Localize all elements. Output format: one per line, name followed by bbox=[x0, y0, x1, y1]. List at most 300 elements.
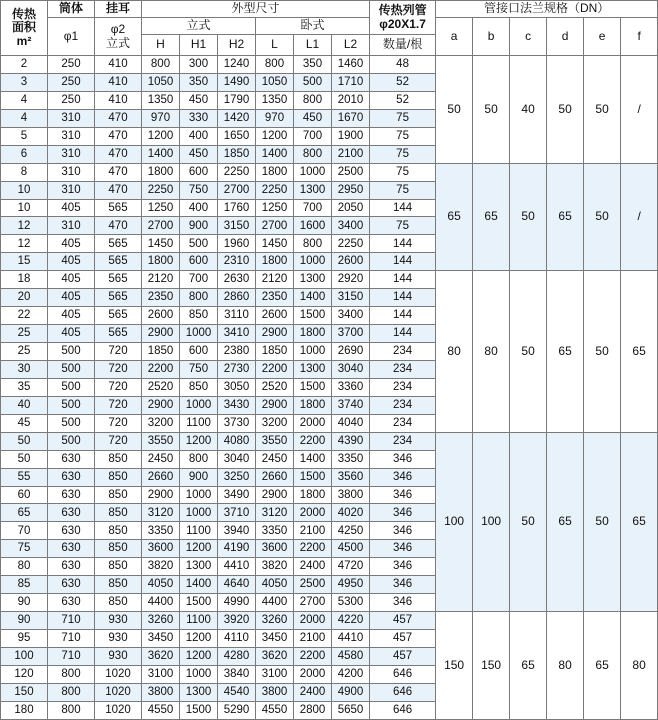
cell-shell-dia: 630 bbox=[48, 504, 95, 522]
cell-tubes: 144 bbox=[370, 289, 436, 307]
cell-l2: 3800 bbox=[332, 486, 370, 504]
cell-h1: 1300 bbox=[180, 683, 218, 701]
cell-l1: 1500 bbox=[294, 307, 332, 325]
header-ear-dia-symbol: φ2 bbox=[110, 22, 126, 37]
cell-h2: 2700 bbox=[218, 181, 256, 199]
cell-h: 2900 bbox=[142, 486, 180, 504]
cell-l2: 3740 bbox=[332, 396, 370, 414]
cell-area: 25 bbox=[1, 325, 48, 343]
cell-l: 800 bbox=[256, 56, 294, 74]
cell-ear-dia: 850 bbox=[95, 540, 142, 558]
cell-l: 2200 bbox=[256, 360, 294, 378]
cell-l2: 4220 bbox=[332, 612, 370, 630]
cell-tubes: 646 bbox=[370, 665, 436, 683]
cell-h1: 800 bbox=[180, 450, 218, 468]
cell-l: 1800 bbox=[256, 253, 294, 271]
cell-area: 12 bbox=[1, 217, 48, 235]
cell-h1: 1400 bbox=[180, 576, 218, 594]
flange-c-value: 50 bbox=[510, 163, 547, 271]
flange-b-value: 65 bbox=[473, 163, 510, 271]
cell-shell-dia: 500 bbox=[48, 343, 95, 361]
cell-area: 100 bbox=[1, 647, 48, 665]
cell-h: 2520 bbox=[142, 378, 180, 396]
cell-shell-dia: 630 bbox=[48, 576, 95, 594]
cell-h2: 2380 bbox=[218, 343, 256, 361]
cell-tubes: 646 bbox=[370, 683, 436, 701]
cell-l: 1800 bbox=[256, 163, 294, 181]
cell-h: 970 bbox=[142, 109, 180, 127]
cell-ear-dia: 470 bbox=[95, 127, 142, 145]
cell-h: 2120 bbox=[142, 271, 180, 289]
flange-e-value: 50 bbox=[584, 163, 621, 271]
cell-tubes: 346 bbox=[370, 450, 436, 468]
cell-h1: 1500 bbox=[180, 701, 218, 719]
cell-l1: 700 bbox=[294, 199, 332, 217]
cell-ear-dia: 1020 bbox=[95, 683, 142, 701]
cell-shell-dia: 405 bbox=[48, 235, 95, 253]
header-flange: 管接口法兰规格（DN） bbox=[436, 1, 658, 18]
cell-area: 45 bbox=[1, 414, 48, 432]
cell-h1: 1200 bbox=[180, 540, 218, 558]
cell-h2: 3840 bbox=[218, 665, 256, 683]
cell-l2: 3040 bbox=[332, 360, 370, 378]
cell-tubes: 75 bbox=[370, 181, 436, 199]
cell-l1: 1000 bbox=[294, 163, 332, 181]
flange-a-value: 100 bbox=[436, 432, 473, 611]
cell-h2: 2730 bbox=[218, 360, 256, 378]
cell-l: 970 bbox=[256, 109, 294, 127]
cell-h2: 2250 bbox=[218, 163, 256, 181]
header-tubes-line1: 传热列管 bbox=[378, 3, 427, 18]
cell-h1: 400 bbox=[180, 127, 218, 145]
cell-h2: 4110 bbox=[218, 630, 256, 648]
cell-h2: 3050 bbox=[218, 378, 256, 396]
cell-ear-dia: 410 bbox=[95, 73, 142, 91]
cell-l1: 2100 bbox=[294, 630, 332, 648]
flange-f-value: 65 bbox=[621, 271, 658, 432]
cell-l1: 2000 bbox=[294, 414, 332, 432]
cell-h: 3820 bbox=[142, 558, 180, 576]
cell-h: 3260 bbox=[142, 612, 180, 630]
cell-area: 80 bbox=[1, 558, 48, 576]
cell-h: 3550 bbox=[142, 432, 180, 450]
cell-l: 1250 bbox=[256, 199, 294, 217]
cell-h2: 3110 bbox=[218, 307, 256, 325]
cell-l: 3260 bbox=[256, 612, 294, 630]
cell-tubes: 52 bbox=[370, 91, 436, 109]
cell-area: 22 bbox=[1, 307, 48, 325]
cell-h2: 5290 bbox=[218, 701, 256, 719]
cell-h2: 3710 bbox=[218, 504, 256, 522]
table-row bbox=[1, 163, 658, 181]
cell-shell-dia: 630 bbox=[48, 468, 95, 486]
cell-shell-dia: 500 bbox=[48, 432, 95, 450]
cell-h1: 1000 bbox=[180, 504, 218, 522]
header-vertical: 立式 bbox=[142, 18, 256, 35]
cell-h1: 450 bbox=[180, 145, 218, 163]
cell-area: 90 bbox=[1, 594, 48, 612]
cell-tubes: 346 bbox=[370, 576, 436, 594]
cell-area: 2 bbox=[1, 56, 48, 74]
cell-tubes: 75 bbox=[370, 217, 436, 235]
cell-l2: 3560 bbox=[332, 468, 370, 486]
cell-area: 90 bbox=[1, 612, 48, 630]
cell-h1: 600 bbox=[180, 163, 218, 181]
cell-h1: 300 bbox=[180, 56, 218, 74]
cell-tubes: 75 bbox=[370, 109, 436, 127]
cell-h1: 750 bbox=[180, 181, 218, 199]
cell-l1: 700 bbox=[294, 127, 332, 145]
cell-h1: 750 bbox=[180, 360, 218, 378]
header-l1: L1 bbox=[294, 35, 332, 56]
cell-shell-dia: 800 bbox=[48, 665, 95, 683]
header-ear-dia bbox=[95, 18, 142, 56]
cell-shell-dia: 500 bbox=[48, 414, 95, 432]
cell-tubes: 457 bbox=[370, 630, 436, 648]
cell-h: 1350 bbox=[142, 91, 180, 109]
cell-h1: 1000 bbox=[180, 665, 218, 683]
cell-ear-dia: 930 bbox=[95, 647, 142, 665]
cell-l1: 500 bbox=[294, 73, 332, 91]
cell-area: 18 bbox=[1, 271, 48, 289]
cell-l2: 2500 bbox=[332, 163, 370, 181]
cell-ear-dia: 565 bbox=[95, 271, 142, 289]
cell-h1: 1500 bbox=[180, 594, 218, 612]
cell-ear-dia: 565 bbox=[95, 325, 142, 343]
flange-d-value: 65 bbox=[547, 432, 584, 611]
flange-a-value: 50 bbox=[436, 56, 473, 164]
cell-tubes: 346 bbox=[370, 468, 436, 486]
cell-l: 2900 bbox=[256, 486, 294, 504]
cell-l2: 4020 bbox=[332, 504, 370, 522]
header-area-line2: 面积 bbox=[11, 20, 36, 35]
flange-d-value: 80 bbox=[547, 612, 584, 720]
cell-h: 1800 bbox=[142, 163, 180, 181]
cell-h2: 1790 bbox=[218, 91, 256, 109]
cell-l2: 3150 bbox=[332, 289, 370, 307]
cell-h: 3620 bbox=[142, 647, 180, 665]
cell-tubes: 234 bbox=[370, 343, 436, 361]
flange-f-value: / bbox=[621, 163, 658, 271]
cell-l2: 1710 bbox=[332, 73, 370, 91]
cell-h2: 4190 bbox=[218, 540, 256, 558]
cell-l1: 2100 bbox=[294, 522, 332, 540]
cell-h: 4050 bbox=[142, 576, 180, 594]
cell-shell-dia: 630 bbox=[48, 486, 95, 504]
flange-b-value: 80 bbox=[473, 271, 510, 432]
cell-l2: 3350 bbox=[332, 450, 370, 468]
table-body bbox=[1, 56, 658, 720]
cell-h2: 1960 bbox=[218, 235, 256, 253]
cell-shell-dia: 710 bbox=[48, 647, 95, 665]
cell-shell-dia: 500 bbox=[48, 360, 95, 378]
cell-l1: 1000 bbox=[294, 253, 332, 271]
cell-l: 3550 bbox=[256, 432, 294, 450]
cell-h: 3350 bbox=[142, 522, 180, 540]
cell-area: 4 bbox=[1, 91, 48, 109]
cell-l1: 800 bbox=[294, 235, 332, 253]
flange-c-value: 50 bbox=[510, 432, 547, 611]
cell-area: 30 bbox=[1, 360, 48, 378]
cell-h2: 1650 bbox=[218, 127, 256, 145]
header-h1: H1 bbox=[180, 35, 218, 56]
cell-l2: 2600 bbox=[332, 253, 370, 271]
cell-h: 2200 bbox=[142, 360, 180, 378]
cell-shell-dia: 405 bbox=[48, 199, 95, 217]
cell-ear-dia: 850 bbox=[95, 558, 142, 576]
header-h: H bbox=[142, 35, 180, 56]
flange-c-value: 50 bbox=[510, 271, 547, 432]
cell-l1: 2500 bbox=[294, 576, 332, 594]
cell-h: 1250 bbox=[142, 199, 180, 217]
cell-h: 2450 bbox=[142, 450, 180, 468]
cell-ear-dia: 565 bbox=[95, 289, 142, 307]
header-shell: 筒体 bbox=[48, 1, 95, 18]
cell-h: 2700 bbox=[142, 217, 180, 235]
cell-ear-dia: 470 bbox=[95, 217, 142, 235]
cell-shell-dia: 710 bbox=[48, 630, 95, 648]
cell-l: 1350 bbox=[256, 91, 294, 109]
cell-h1: 450 bbox=[180, 91, 218, 109]
cell-tubes: 52 bbox=[370, 73, 436, 91]
cell-l1: 2400 bbox=[294, 683, 332, 701]
cell-ear-dia: 470 bbox=[95, 109, 142, 127]
cell-h1: 1100 bbox=[180, 612, 218, 630]
header-area-line1: 传热 bbox=[11, 7, 36, 22]
cell-shell-dia: 405 bbox=[48, 289, 95, 307]
cell-l1: 2800 bbox=[294, 701, 332, 719]
cell-l1: 1600 bbox=[294, 217, 332, 235]
header-flange-e: e bbox=[584, 18, 621, 56]
cell-shell-dia: 310 bbox=[48, 109, 95, 127]
cell-h2: 4540 bbox=[218, 683, 256, 701]
cell-shell-dia: 630 bbox=[48, 540, 95, 558]
flange-b-value: 150 bbox=[473, 612, 510, 720]
cell-l2: 3360 bbox=[332, 378, 370, 396]
cell-h2: 4410 bbox=[218, 558, 256, 576]
cell-l1: 1800 bbox=[294, 486, 332, 504]
flange-a-value: 150 bbox=[436, 612, 473, 720]
cell-tubes: 75 bbox=[370, 127, 436, 145]
cell-h1: 330 bbox=[180, 109, 218, 127]
cell-tubes: 144 bbox=[370, 307, 436, 325]
cell-h: 2900 bbox=[142, 396, 180, 414]
cell-h: 2900 bbox=[142, 325, 180, 343]
cell-l2: 4580 bbox=[332, 647, 370, 665]
cell-l2: 5650 bbox=[332, 701, 370, 719]
cell-tubes: 234 bbox=[370, 396, 436, 414]
header-area-unit: m² bbox=[16, 33, 32, 48]
cell-ear-dia: 470 bbox=[95, 145, 142, 163]
cell-tubes: 75 bbox=[370, 163, 436, 181]
cell-h2: 1760 bbox=[218, 199, 256, 217]
header-ear-type: 立式 bbox=[105, 35, 130, 50]
cell-l2: 2250 bbox=[332, 235, 370, 253]
cell-tubes: 457 bbox=[370, 612, 436, 630]
cell-area: 70 bbox=[1, 522, 48, 540]
flange-e-value: 50 bbox=[584, 56, 621, 164]
cell-l: 2120 bbox=[256, 271, 294, 289]
header-tubes-line2: φ20X1.7 bbox=[379, 16, 426, 31]
cell-l: 1200 bbox=[256, 127, 294, 145]
cell-h2: 2310 bbox=[218, 253, 256, 271]
cell-l1: 2000 bbox=[294, 612, 332, 630]
flange-e-value: 50 bbox=[584, 271, 621, 432]
cell-l2: 1460 bbox=[332, 56, 370, 74]
cell-ear-dia: 1020 bbox=[95, 701, 142, 719]
table-row bbox=[1, 56, 658, 74]
cell-l: 2350 bbox=[256, 289, 294, 307]
cell-l1: 1300 bbox=[294, 360, 332, 378]
cell-shell-dia: 630 bbox=[48, 522, 95, 540]
cell-h: 1450 bbox=[142, 235, 180, 253]
cell-area: 6 bbox=[1, 145, 48, 163]
cell-shell-dia: 250 bbox=[48, 56, 95, 74]
cell-area: 65 bbox=[1, 504, 48, 522]
cell-area: 150 bbox=[1, 683, 48, 701]
cell-area: 15 bbox=[1, 253, 48, 271]
cell-ear-dia: 410 bbox=[95, 91, 142, 109]
cell-area: 10 bbox=[1, 181, 48, 199]
flange-b-value: 100 bbox=[473, 432, 510, 611]
cell-h: 4400 bbox=[142, 594, 180, 612]
cell-area: 40 bbox=[1, 396, 48, 414]
cell-shell-dia: 630 bbox=[48, 594, 95, 612]
cell-l2: 4950 bbox=[332, 576, 370, 594]
cell-h2: 1490 bbox=[218, 73, 256, 91]
flange-a-value: 65 bbox=[436, 163, 473, 271]
header-dims: 外型尺寸 bbox=[142, 1, 370, 18]
cell-ear-dia: 850 bbox=[95, 594, 142, 612]
cell-h: 3450 bbox=[142, 630, 180, 648]
cell-l1: 1400 bbox=[294, 289, 332, 307]
cell-shell-dia: 310 bbox=[48, 145, 95, 163]
cell-area: 60 bbox=[1, 486, 48, 504]
cell-l2: 2920 bbox=[332, 271, 370, 289]
cell-h: 1400 bbox=[142, 145, 180, 163]
cell-h: 1050 bbox=[142, 73, 180, 91]
flange-c-value: 65 bbox=[510, 612, 547, 720]
cell-tubes: 346 bbox=[370, 522, 436, 540]
cell-ear-dia: 470 bbox=[95, 181, 142, 199]
cell-h1: 700 bbox=[180, 271, 218, 289]
cell-l: 3820 bbox=[256, 558, 294, 576]
cell-l: 4550 bbox=[256, 701, 294, 719]
cell-l2: 4390 bbox=[332, 432, 370, 450]
cell-ear-dia: 930 bbox=[95, 630, 142, 648]
cell-h2: 1240 bbox=[218, 56, 256, 74]
cell-l2: 2690 bbox=[332, 343, 370, 361]
cell-h: 3100 bbox=[142, 665, 180, 683]
cell-ear-dia: 720 bbox=[95, 360, 142, 378]
cell-l2: 2950 bbox=[332, 181, 370, 199]
cell-ear-dia: 850 bbox=[95, 468, 142, 486]
cell-l1: 2700 bbox=[294, 594, 332, 612]
cell-l1: 1800 bbox=[294, 396, 332, 414]
cell-l: 3450 bbox=[256, 630, 294, 648]
header-l: L bbox=[256, 35, 294, 56]
cell-l1: 800 bbox=[294, 145, 332, 163]
header-shell-dia: φ1 bbox=[48, 18, 95, 56]
cell-l2: 4720 bbox=[332, 558, 370, 576]
cell-h2: 3730 bbox=[218, 414, 256, 432]
cell-area: 20 bbox=[1, 289, 48, 307]
flange-d-value: 65 bbox=[547, 163, 584, 271]
cell-h2: 4990 bbox=[218, 594, 256, 612]
cell-shell-dia: 500 bbox=[48, 396, 95, 414]
cell-l2: 1670 bbox=[332, 109, 370, 127]
cell-tubes: 346 bbox=[370, 594, 436, 612]
header-flange-b: b bbox=[473, 18, 510, 56]
cell-tubes: 234 bbox=[370, 432, 436, 450]
header-tubes-count: 数量/根 bbox=[370, 35, 436, 56]
cell-h1: 1000 bbox=[180, 325, 218, 343]
cell-area: 4 bbox=[1, 109, 48, 127]
header-h2: H2 bbox=[218, 35, 256, 56]
cell-l2: 1900 bbox=[332, 127, 370, 145]
cell-h1: 900 bbox=[180, 217, 218, 235]
cell-shell-dia: 250 bbox=[48, 91, 95, 109]
cell-l: 1850 bbox=[256, 343, 294, 361]
cell-h1: 850 bbox=[180, 378, 218, 396]
cell-h2: 4080 bbox=[218, 432, 256, 450]
flange-a-value: 80 bbox=[436, 271, 473, 432]
flange-f-value: 80 bbox=[621, 612, 658, 720]
cell-ear-dia: 720 bbox=[95, 343, 142, 361]
flange-b-value: 50 bbox=[473, 56, 510, 164]
cell-h2: 3250 bbox=[218, 468, 256, 486]
cell-l1: 1000 bbox=[294, 343, 332, 361]
cell-tubes: 234 bbox=[370, 378, 436, 396]
cell-l1: 2400 bbox=[294, 558, 332, 576]
cell-l1: 1300 bbox=[294, 271, 332, 289]
cell-tubes: 48 bbox=[370, 56, 436, 74]
cell-h2: 3150 bbox=[218, 217, 256, 235]
cell-area: 95 bbox=[1, 630, 48, 648]
cell-h1: 900 bbox=[180, 468, 218, 486]
cell-shell-dia: 405 bbox=[48, 325, 95, 343]
cell-area: 55 bbox=[1, 468, 48, 486]
cell-shell-dia: 250 bbox=[48, 73, 95, 91]
cell-ear-dia: 850 bbox=[95, 486, 142, 504]
cell-h1: 1000 bbox=[180, 486, 218, 504]
cell-shell-dia: 405 bbox=[48, 271, 95, 289]
cell-ear-dia: 930 bbox=[95, 612, 142, 630]
cell-h1: 800 bbox=[180, 289, 218, 307]
cell-tubes: 144 bbox=[370, 325, 436, 343]
cell-h2: 4280 bbox=[218, 647, 256, 665]
cell-h1: 1300 bbox=[180, 558, 218, 576]
cell-h1: 1100 bbox=[180, 522, 218, 540]
flange-c-value: 40 bbox=[510, 56, 547, 164]
cell-h1: 850 bbox=[180, 307, 218, 325]
table-header bbox=[1, 1, 658, 56]
table-row bbox=[1, 432, 658, 450]
cell-ear-dia: 850 bbox=[95, 576, 142, 594]
cell-l2: 3400 bbox=[332, 307, 370, 325]
cell-tubes: 144 bbox=[370, 199, 436, 217]
cell-area: 10 bbox=[1, 199, 48, 217]
cell-shell-dia: 405 bbox=[48, 307, 95, 325]
cell-h: 3200 bbox=[142, 414, 180, 432]
cell-ear-dia: 565 bbox=[95, 307, 142, 325]
cell-l1: 2200 bbox=[294, 540, 332, 558]
cell-area: 50 bbox=[1, 432, 48, 450]
flange-e-value: 50 bbox=[584, 432, 621, 611]
cell-shell-dia: 310 bbox=[48, 127, 95, 145]
header-area bbox=[1, 1, 48, 56]
header-flange-c: c bbox=[510, 18, 547, 56]
